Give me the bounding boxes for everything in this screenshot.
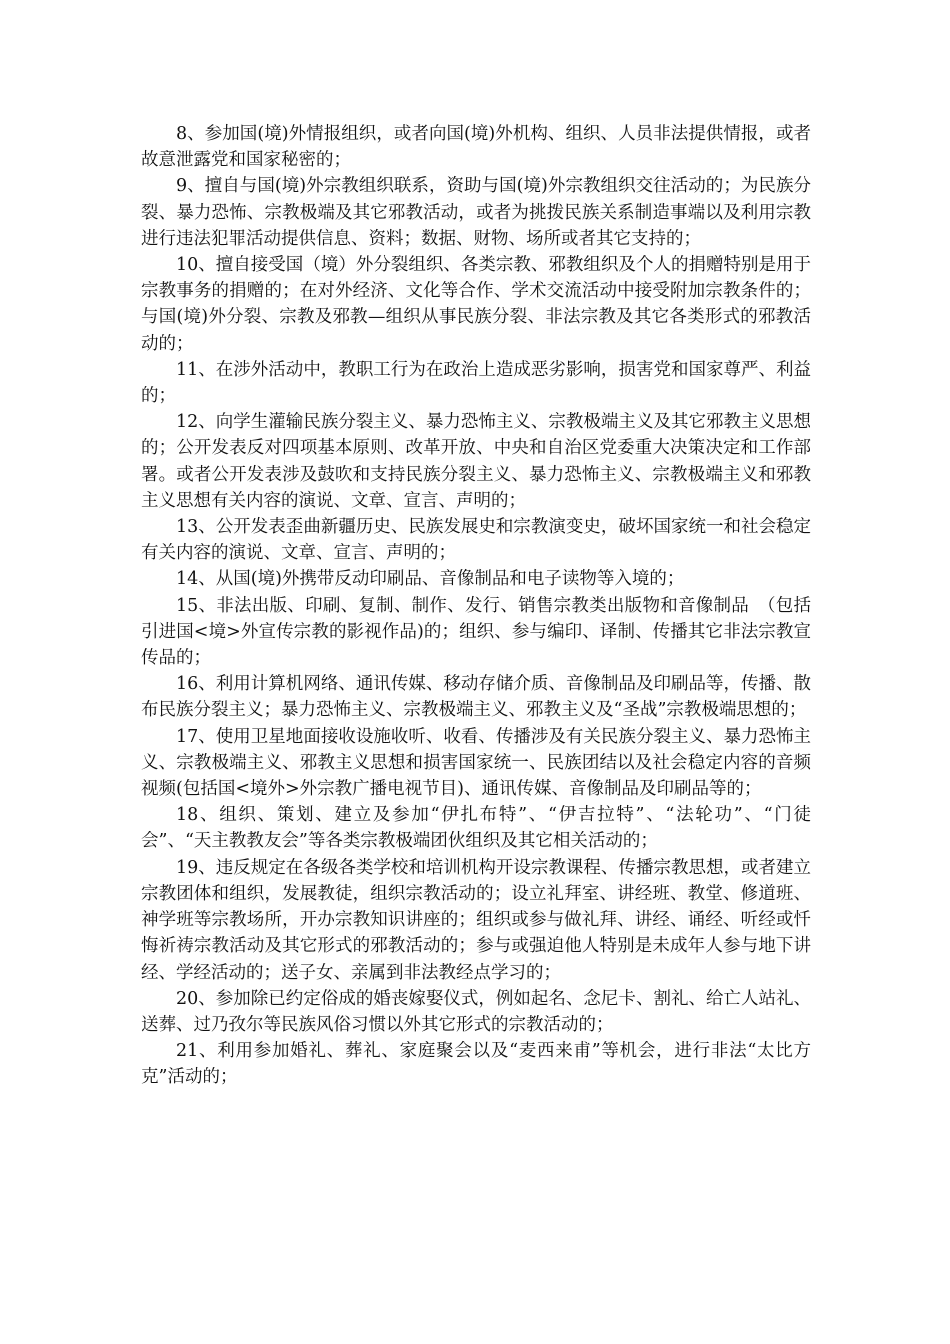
clause-16: 16、利用计算机网络、通讯传媒、移动存储介质、音像制品及印刷品等，传播、散布民族分裂主义；暴力恐怖主义、宗教极端主义、邪教主义及“圣战”宗教极端思想的； [141, 674, 811, 721]
clause-13: 13、公开发表歪曲新疆历史、民族发展史和宗教演变史，破坏国家统一和社会稳定有关内容的演说、文章、宣言、声明的； [141, 517, 811, 564]
clause-8: 8、参加国(境)外情报组织，或者向国(境)外机构、组织、人员非法提供情报，或者故意泄露党和国家秘密的； [141, 124, 811, 171]
clause-11: 11、在涉外活动中，教职工行为在政治上造成恶劣影响，损害党和国家尊严、利益的； [141, 359, 811, 407]
clause-15: 15、非法出版、印刷、复制、制作、发行、销售宗教类出版物和音像制品 （包括引进国<境>外宣传宗教的影视作品)的；组织、参与编印、译制、传播其它非法宗教宣传品的； [141, 595, 811, 669]
clause-9: 9、擅自与国(境)外宗教组织联系，资助与国(境)外宗教组织交往活动的；为民族分裂、暴力恐怖、宗教极端及其它邪教活动，或者为挑拨民族关系制造事端以及利用宗教进行违法犯罪活动提供信息、资料；数据、财物、场所或者其它支持的； [141, 176, 811, 249]
clause-20: 20、参加除已约定俗成的婚丧嫁娶仪式，例如起名、念尼卡、割礼、给亡人站礼、送葬、过乃孜尔等民族风俗习惯以外其它形式的宗教活动的； [141, 988, 811, 1035]
clause-19: 19、违反规定在各级各类学校和培训机构开设宗教课程、传播宗教思想，或者建立宗教团体和组织，发展教徒，组织宗教活动的；设立礼拜室、讲经班、教堂、修道班、神学班等宗教场所，开办宗教知识讲座的；组织或参与做礼拜、讲经、诵经、听经或忏悔祈祷宗教活动及其它形式的邪教活动的；参与或强迫他人特别是未成年人参与地下讲经、学经活动的；送子女、亲属到非法教经点学习的； [141, 857, 811, 983]
clause-21: 21、利用参加婚礼、葬礼、家庭聚会以及“麦西来甫”等机会，进行非法“太比方克”活动的； [141, 1041, 811, 1088]
clause-12: 12、向学生灌输民族分裂主义、暴力恐怖主义、宗教极端主义及其它邪教主义思想的；公开发表反对四项基本原则、改革开放、中央和自治区党委重大决策决定和工作部署。或者公开发表涉及鼓吹和支持民族分裂主义、暴力恐怖主义、宗教极端主义和邪教主义思想有关内容的演说、文章、宣言、声明的； [141, 412, 811, 511]
clause-18: 18、组织、策划、建立及参加“伊扎布特”、“伊吉拉特”、“法轮功”、“门徒会”、“天主教教友会”等各类宗教极端团伙组织及其它相关活动的； [141, 805, 811, 852]
document-body [141, 121, 811, 1091]
clause-14: 14、从国(境)外携带反动印刷品、音像制品和电子读物等入境的； [176, 569, 685, 590]
clause-17: 17、使用卫星地面接收设施收听、收看、传播涉及有关民族分裂主义、暴力恐怖主义、宗教极端主义、邪教主义思想和损害国家统一、民族团结以及社会稳定内容的音频视频(包括国<境外>外宗教广播电视节目)、通讯传媒、音像制品及印刷品等的； [141, 726, 811, 800]
clause-10: 10、擅自接受国（境）外分裂组织、各类宗教、邪教组织及个人的捐赠特别是用于宗教事务的捐赠的；在对外经济、文化等合作、学术交流活动中接受附加宗教条件的；与国(境)外分裂、宗教及邪教—组织从事民族分裂、非法宗教及其它各类形式的邪教活动的； [141, 255, 811, 354]
